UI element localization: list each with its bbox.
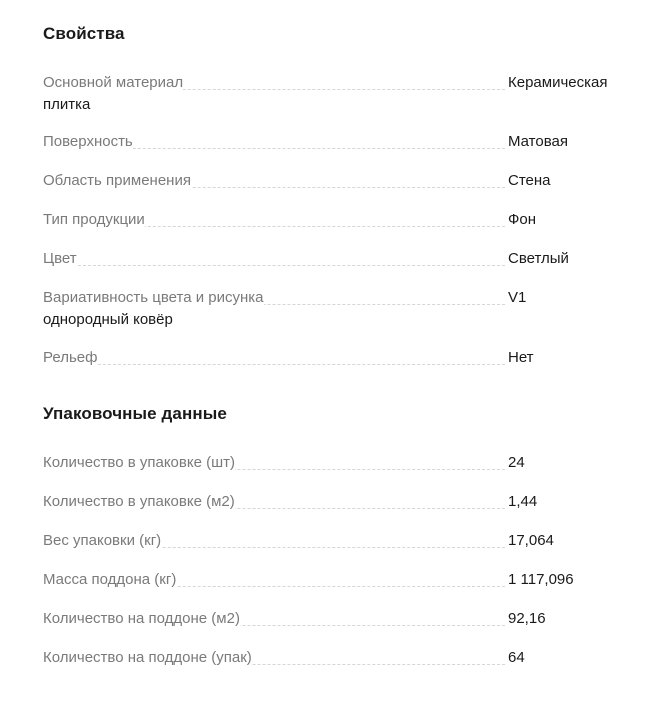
spec-value: Матовая: [508, 133, 568, 150]
spec-label: [43, 452, 505, 474]
spec-label: [43, 530, 505, 552]
spec-label-text: Область применения: [43, 172, 191, 189]
spec-row: [43, 209, 623, 249]
spec-value: 24: [508, 454, 525, 471]
spec-row: [43, 491, 623, 531]
spec-row: [43, 647, 623, 687]
spec-value: 92,16: [508, 610, 546, 627]
spec-label: [43, 170, 505, 192]
spec-value: V1: [508, 289, 527, 306]
spec-label-text: Количество на поддоне (упак): [43, 649, 252, 666]
spec-value: 1 117,096: [508, 571, 574, 588]
spec-label-text: Рельеф: [43, 349, 98, 366]
spec-label: [43, 72, 505, 116]
spec-label-continuation: однородный ковёр: [43, 311, 173, 328]
spec-label: [43, 569, 505, 591]
spec-label: [43, 287, 505, 331]
spec-label: [43, 647, 505, 669]
spec-value: Стена: [508, 172, 551, 189]
spec-label: [43, 248, 505, 270]
spec-row: [43, 287, 623, 327]
spec-row: [43, 608, 623, 648]
spec-value: Нет: [508, 349, 534, 366]
spec-value: Керамическая: [508, 74, 608, 91]
spec-row: [43, 72, 623, 112]
properties-section-title: Свойства: [43, 24, 125, 43]
spec-label: [43, 209, 505, 231]
spec-value: Светлый: [508, 250, 569, 267]
spec-label-continuation: плитка: [43, 96, 91, 113]
spec-label-text: Количество в упаковке (шт): [43, 454, 235, 471]
spec-label: [43, 491, 505, 513]
spec-value: 64: [508, 649, 525, 666]
spec-label-text: Вариативность цвета и рисунка: [43, 289, 264, 306]
spec-value: Фон: [508, 211, 537, 228]
spec-label: [43, 347, 505, 369]
packaging-section-title: Упаковочные данные: [43, 404, 227, 423]
spec-row: [43, 452, 623, 492]
spec-label-text: Цвет: [43, 250, 77, 267]
spec-label-text: Количество на поддоне (м2): [43, 610, 240, 627]
spec-value: 17,064: [508, 532, 554, 549]
spec-label-text: Количество в упаковке (м2): [43, 493, 235, 510]
spec-label-text: Тип продукции: [43, 211, 145, 228]
spec-label-text: Поверхность: [43, 133, 133, 150]
spec-value: 1,44: [508, 493, 538, 510]
spec-row: [43, 569, 623, 609]
spec-row: [43, 170, 623, 210]
spec-label-text: Вес упаковки (кг): [43, 532, 162, 549]
spec-label: [43, 608, 505, 630]
spec-label: [43, 131, 505, 153]
dotted-leader: [43, 265, 505, 266]
spec-label-text: Основной материал: [43, 74, 184, 91]
spec-row: [43, 131, 623, 171]
dotted-leader: [43, 364, 505, 365]
spec-row: [43, 530, 623, 570]
spec-row: [43, 248, 623, 288]
spec-row: [43, 347, 623, 387]
spec-label-text: Масса поддона (кг): [43, 571, 177, 588]
